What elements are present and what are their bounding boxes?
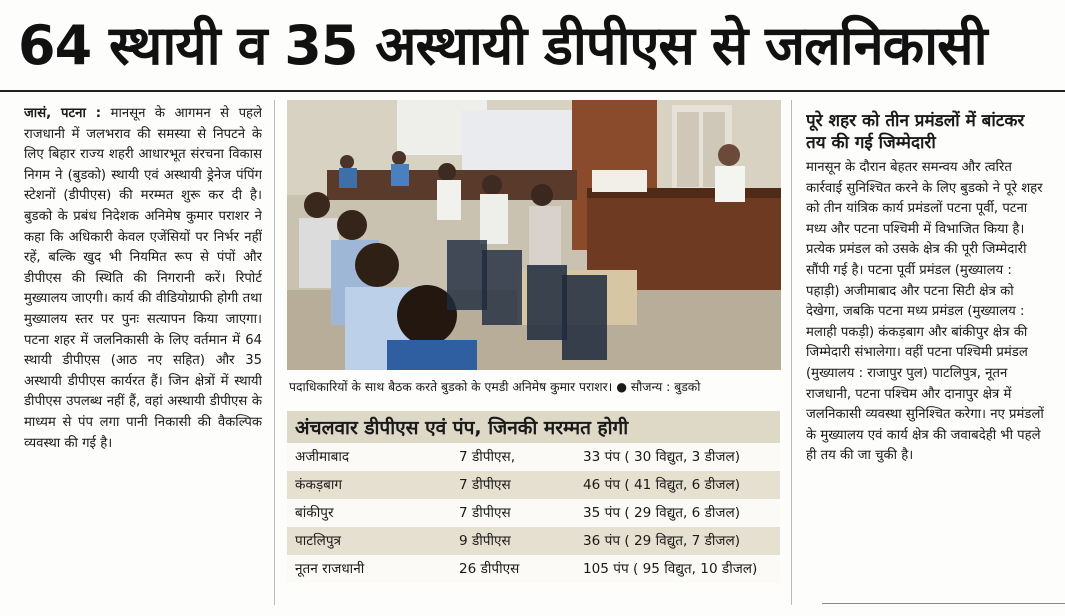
column-divider — [274, 100, 275, 605]
column-divider — [791, 100, 792, 605]
table-cell-dps: 9 डीपीएस — [459, 533, 511, 549]
table-row — [287, 555, 780, 583]
table-cell-area: कंकड़बाग — [295, 477, 343, 493]
table-row — [287, 527, 780, 555]
article-left-column — [24, 104, 262, 594]
table-cell-pumps: 36 पंप ( 29 विद्युत, 7 डीजल) — [583, 533, 741, 549]
table-cell-dps: 7 डीपीएस, — [459, 449, 516, 465]
table-cell-area: पाटलिपुत्र — [295, 533, 342, 549]
table-cell-area: अजीमाबाद — [295, 449, 350, 465]
table-title: अंचलवार डीपीएस एवं पंप, जिनकी मरम्मत होगी — [287, 411, 780, 443]
article-paragraph — [24, 104, 262, 454]
table-cell-pumps: 105 पंप ( 95 विद्युत, 10 डीजल) — [583, 561, 758, 577]
headline-rule — [0, 90, 1065, 92]
sidebar-article — [806, 110, 1046, 590]
next-headline-fragment — [280, 598, 750, 616]
bottom-rule — [822, 603, 1065, 604]
table-row — [287, 499, 780, 527]
table-cell-dps: 26 डीपीएस — [459, 561, 520, 577]
repair-table — [287, 411, 780, 586]
table-cell-area: नूतन राजधानी — [295, 561, 365, 577]
meeting-photo-illustration — [287, 100, 781, 370]
table-row — [287, 471, 780, 499]
article-body: मानसून के आगमन से पहले राजधानी में जलभराव की समस्या से निपटने के लिए बिहार राज्य शहरी आधारभूत संरचना विकास निगम ने (बुडको) स्थायी एवं अस्थायी ड्रेनेज पंपिंग स्टेशनों (डीपीएस) की मरम्मत शुरू कर दी है। बुडको के प्रबंध निदेशक अनिमेष कुमार पराशर ने कहा कि अधिकारी केवल एजेंसियों पर निर्भर नहीं रहें, बल्कि खुद भी नियमित रूप से पंपों और डीपीएस की स्थिति की निगरानी करें। रिपोर्ट मुख्यालय जाएगी। कार्य की वीडियोग्राफी होगी तथा मुख्यालय स्तर पर पुनः सत्यापन किया जाएगा। पटना शहर में जलनिकासी के लिए वर्तमान में 64 स्थायी डीपीएस (आठ नए सहित) और 35 अस्थायी डीपीएस कार्यरत हैं। जिन क्षेत्रों में स्थायी डीपीएस उपलब्ध नहीं हैं, वहां अस्थायी डीपीएस के माध्यम से पंप लगा पानी निकासी की वैकल्पिक व्यवस्था की गई है। — [24, 106, 262, 451]
sidebar-heading: पूरे शहर को तीन प्रमंडलों में बांटकर तय की गई जिम्मेदारी — [806, 111, 1025, 153]
headline: 64 स्थायी व 35 अस्थायी डीपीएस से जलनिकासी — [18, 14, 987, 77]
dateline: जासं, पटना : — [24, 106, 102, 121]
table-cell-dps: 7 डीपीएस — [459, 477, 511, 493]
photo-caption: पदाधिकारियों के साथ बैठक करते बुडको के एमडी अनिमेष कुमार पराशर। ● सौजन्य : बुडको — [289, 380, 701, 394]
table-cell-pumps: 35 पंप ( 29 विद्युत, 6 डीजल) — [583, 505, 741, 521]
meeting-photo — [287, 100, 781, 370]
table-cell-pumps: 46 पंप ( 41 विद्युत, 6 डीजल) — [583, 477, 741, 493]
sidebar-body: मानसून के दौरान बेहतर समन्वय और त्वरित कार्रवाई सुनिश्चित करने के लिए बुडको ने पूरे शहर को तीन यांत्रिक कार्य प्रमंडलों पटना पूर्वी, पटना मध्य और पटना पश्चिमी में विभाजित किया है। प्रत्येक प्रमंडल को उसके क्षेत्र की पूरी जिम्मेदारी सौंपी गई है। पटना पूर्वी प्रमंडल (मुख्यालय : पहाड़ी) अजीमाबाद और पटना सिटी क्षेत्र को देखेगा, जबकि पटना मध्य प्रमंडल (मुख्यालय : मलाही पकड़ी) कंकड़बाग और बांकीपुर क्षेत्र की जिम्मेदारी संभालेगा। वहीं पटना पश्चिमी प्रमंडल (मुख्यालय : राजापुर पुल) पाटलिपुत्र, नूतन राजधानी, पटना पश्चिम और दानापुर क्षेत्र में जलनिकासी व्यवस्था सुनिश्चित करेगा। नए प्रमंडलों के मुख्यालय एवं कार्य क्षेत्र की जवाबदेही भी पहले ही तय की जा चुकी है। — [806, 160, 1044, 464]
table-cell-dps: 7 डीपीएस — [459, 505, 511, 521]
table-row — [287, 443, 780, 471]
table-cell-area: बांकीपुर — [295, 505, 334, 521]
table-cell-pumps: 33 पंप ( 30 विद्युत, 3 डीजल) — [583, 449, 741, 465]
